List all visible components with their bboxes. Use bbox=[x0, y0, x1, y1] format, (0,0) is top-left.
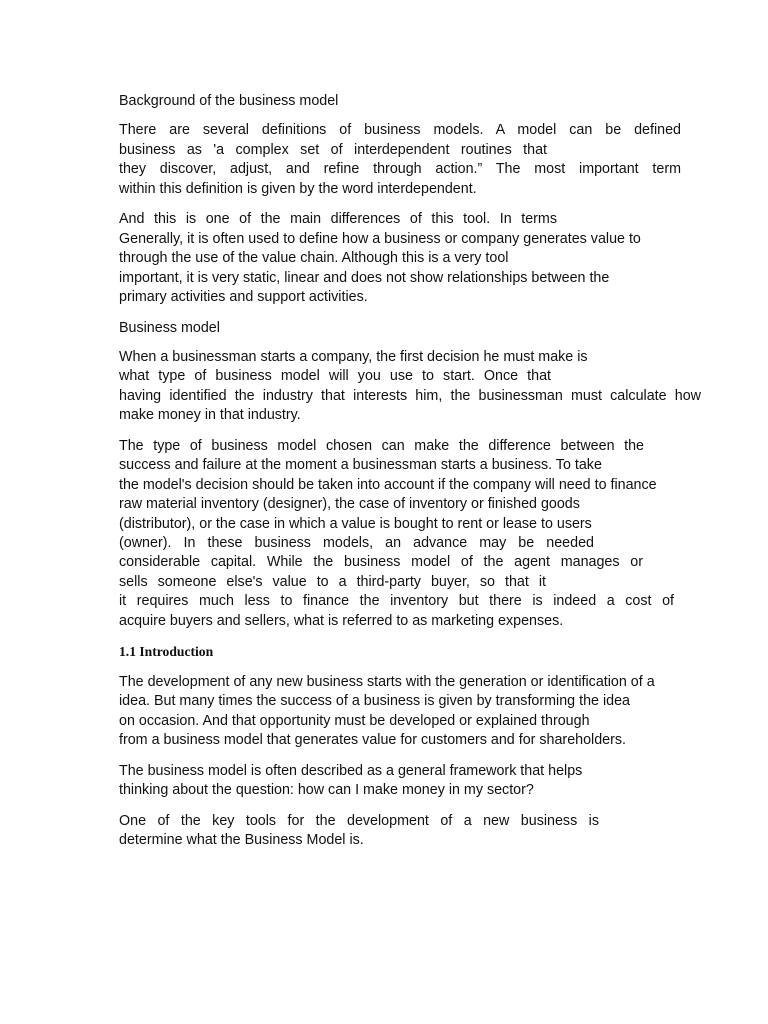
text-line: what type of business model will you use to start. Once that bbox=[119, 368, 551, 385]
text-line: make money in that industry. bbox=[119, 407, 301, 424]
text-line: thinking about the question: how can I make money in my sector? bbox=[119, 782, 534, 799]
text-line: having identified the industry that interests him, the businessman must calculate how bbox=[119, 387, 701, 404]
section-heading-business-model: Business model bbox=[119, 319, 220, 336]
text-line: idea. But many times the success of a business is given by transforming the idea bbox=[119, 693, 630, 710]
text-line: determine what the Business Model is. bbox=[119, 832, 364, 849]
text-line: success and failure at the moment a businessman starts a business. To take bbox=[119, 457, 602, 474]
text-line: sells someone else's value to a third-party buyer, so that it bbox=[119, 573, 546, 590]
text-line: they discover, adjust, and refine through action.” The most important term bbox=[119, 161, 681, 178]
paragraph-key-tools bbox=[119, 812, 768, 851]
text-line: (owner). In these business models, an advance may be needed bbox=[119, 534, 594, 551]
text-line: business as 'a complex set of interdependent routines that bbox=[119, 141, 547, 158]
text-line: raw material inventory (designer), the case of inventory or finished goods bbox=[119, 496, 580, 513]
paragraph-businessman bbox=[119, 348, 768, 426]
text-line: acquire buyers and sellers, what is referred to as marketing expenses. bbox=[119, 612, 564, 629]
text-line: from a business model that generates value for customers and for shareholders. bbox=[119, 731, 627, 748]
paragraph-framework bbox=[119, 762, 768, 801]
section-heading-background: Background of the business model bbox=[119, 93, 339, 109]
text-line: The type of business model chosen can make the difference between the bbox=[119, 438, 644, 455]
paragraph-differences bbox=[119, 210, 768, 307]
text-line: it requires much less to finance the inventory but there is indeed a cost of bbox=[119, 593, 674, 610]
text-line: The development of any new business starts with the generation or identification of a bbox=[119, 673, 655, 690]
text-line: The business model is often described as a general framework that helps bbox=[119, 762, 583, 779]
paragraph-definitions bbox=[119, 121, 768, 199]
text-line: One of the key tools for the development of a new business is bbox=[119, 812, 599, 829]
text-line: There are several definitions of business models. A model can be defined bbox=[119, 122, 681, 139]
section-heading-introduction: 1.1 Introduction bbox=[119, 644, 214, 660]
text-line: (distributor), or the case in which a value is bought to rent or lease to users bbox=[119, 515, 592, 532]
text-line: primary activities and support activities. bbox=[119, 288, 368, 305]
text-line: Generally, it is often used to define how a business or company generates value to bbox=[119, 230, 641, 247]
text-line: And this is one of the main differences of this tool. In terms bbox=[119, 211, 557, 228]
text-line: considerable capital. While the business model of the agent manages or bbox=[119, 554, 643, 571]
text-line: important, it is very static, linear and does not show relationships between the bbox=[119, 269, 610, 286]
text-line: through the use of the value chain. Although this is a very tool bbox=[119, 250, 509, 267]
paragraph-development bbox=[119, 673, 768, 751]
text-line: within this definition is given by the word interdependent. bbox=[119, 180, 477, 197]
text-line: the model's decision should be taken into account if the company will need to finance bbox=[119, 476, 657, 493]
document-body bbox=[119, 92, 768, 851]
text-line: on occasion. And that opportunity must be developed or explained through bbox=[119, 712, 590, 729]
text-line: When a businessman starts a company, the first decision he must make is bbox=[119, 349, 588, 366]
paragraph-model-type bbox=[119, 437, 768, 631]
